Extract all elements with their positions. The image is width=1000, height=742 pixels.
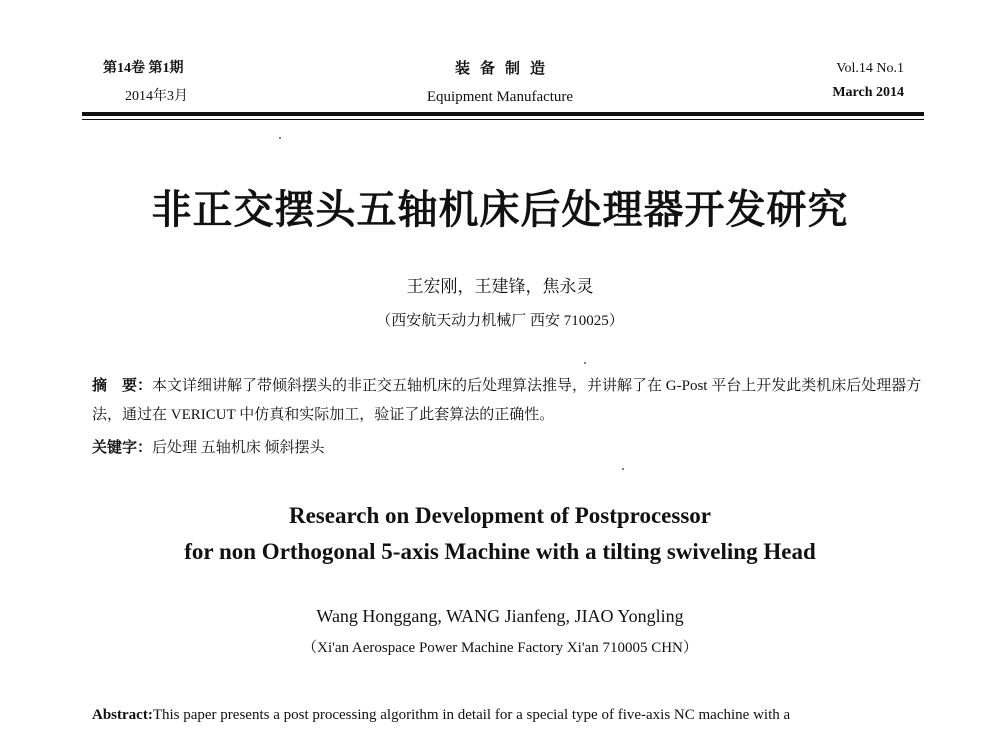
scan-speck bbox=[622, 468, 624, 470]
affiliation-en: （Xi'an Aerospace Power Machine Factory Xi'an 710005 CHN） bbox=[302, 640, 698, 656]
paper-title-en-line1: Research on Development of Postprocessor bbox=[288, 503, 712, 528]
paper-title-en bbox=[0, 498, 1000, 570]
keywords-cn bbox=[92, 437, 325, 458]
authors-en: Wang Honggang, WANG Jianfeng, JIAO Yongling bbox=[316, 606, 684, 626]
abstract-en-text: This paper presents a post processing algorithm in detail for a special type of five-axis NC machine with a bbox=[152, 707, 791, 723]
header-date-cn: 2014年3月 bbox=[125, 89, 188, 104]
paper-title-cn: 非正交摆头五轴机床后处理器开发研究 bbox=[151, 187, 849, 233]
scan-speck bbox=[279, 137, 281, 139]
keywords-cn-text: 后处理 五轴机床 倾斜摆头 bbox=[152, 440, 325, 456]
header-date-en: March 2014 bbox=[832, 85, 904, 100]
header-journal-cn: 装备制造 bbox=[454, 61, 555, 77]
abstract-en bbox=[92, 702, 922, 728]
header-volume-cn: 第14卷 第1期 bbox=[103, 61, 184, 76]
abstract-cn bbox=[92, 371, 922, 430]
scan-speck bbox=[584, 362, 586, 364]
abstract-en-label: Abstract: bbox=[92, 707, 153, 723]
keywords-cn-label: 关键字： bbox=[92, 438, 153, 456]
header-journal-en: Equipment Manufacture bbox=[426, 89, 574, 105]
paper-title-en-line2: for non Orthogonal 5-axis Machine with a tilting swiveling Head bbox=[184, 539, 816, 564]
header-rule-thin bbox=[82, 119, 924, 120]
affiliation-cn: （西安航天动力机械厂 西安 710025） bbox=[376, 313, 624, 329]
abstract-cn-label: 摘 要： bbox=[92, 376, 153, 394]
authors-cn: 王宏刚，王建锋，焦永灵 bbox=[406, 277, 594, 296]
header-volume-en: Vol.14 No.1 bbox=[836, 61, 904, 76]
header-rule-thick bbox=[82, 112, 924, 116]
abstract-cn-text: 本文详细讲解了带倾斜摆头的非正交五轴机床的后处理算法推导，并讲解了在 G-Post 平台上开发此类机床后处理器方法，通过在 VERICUT 中仿真和实际加工，验证了此套算法的正确性。 bbox=[92, 378, 922, 423]
